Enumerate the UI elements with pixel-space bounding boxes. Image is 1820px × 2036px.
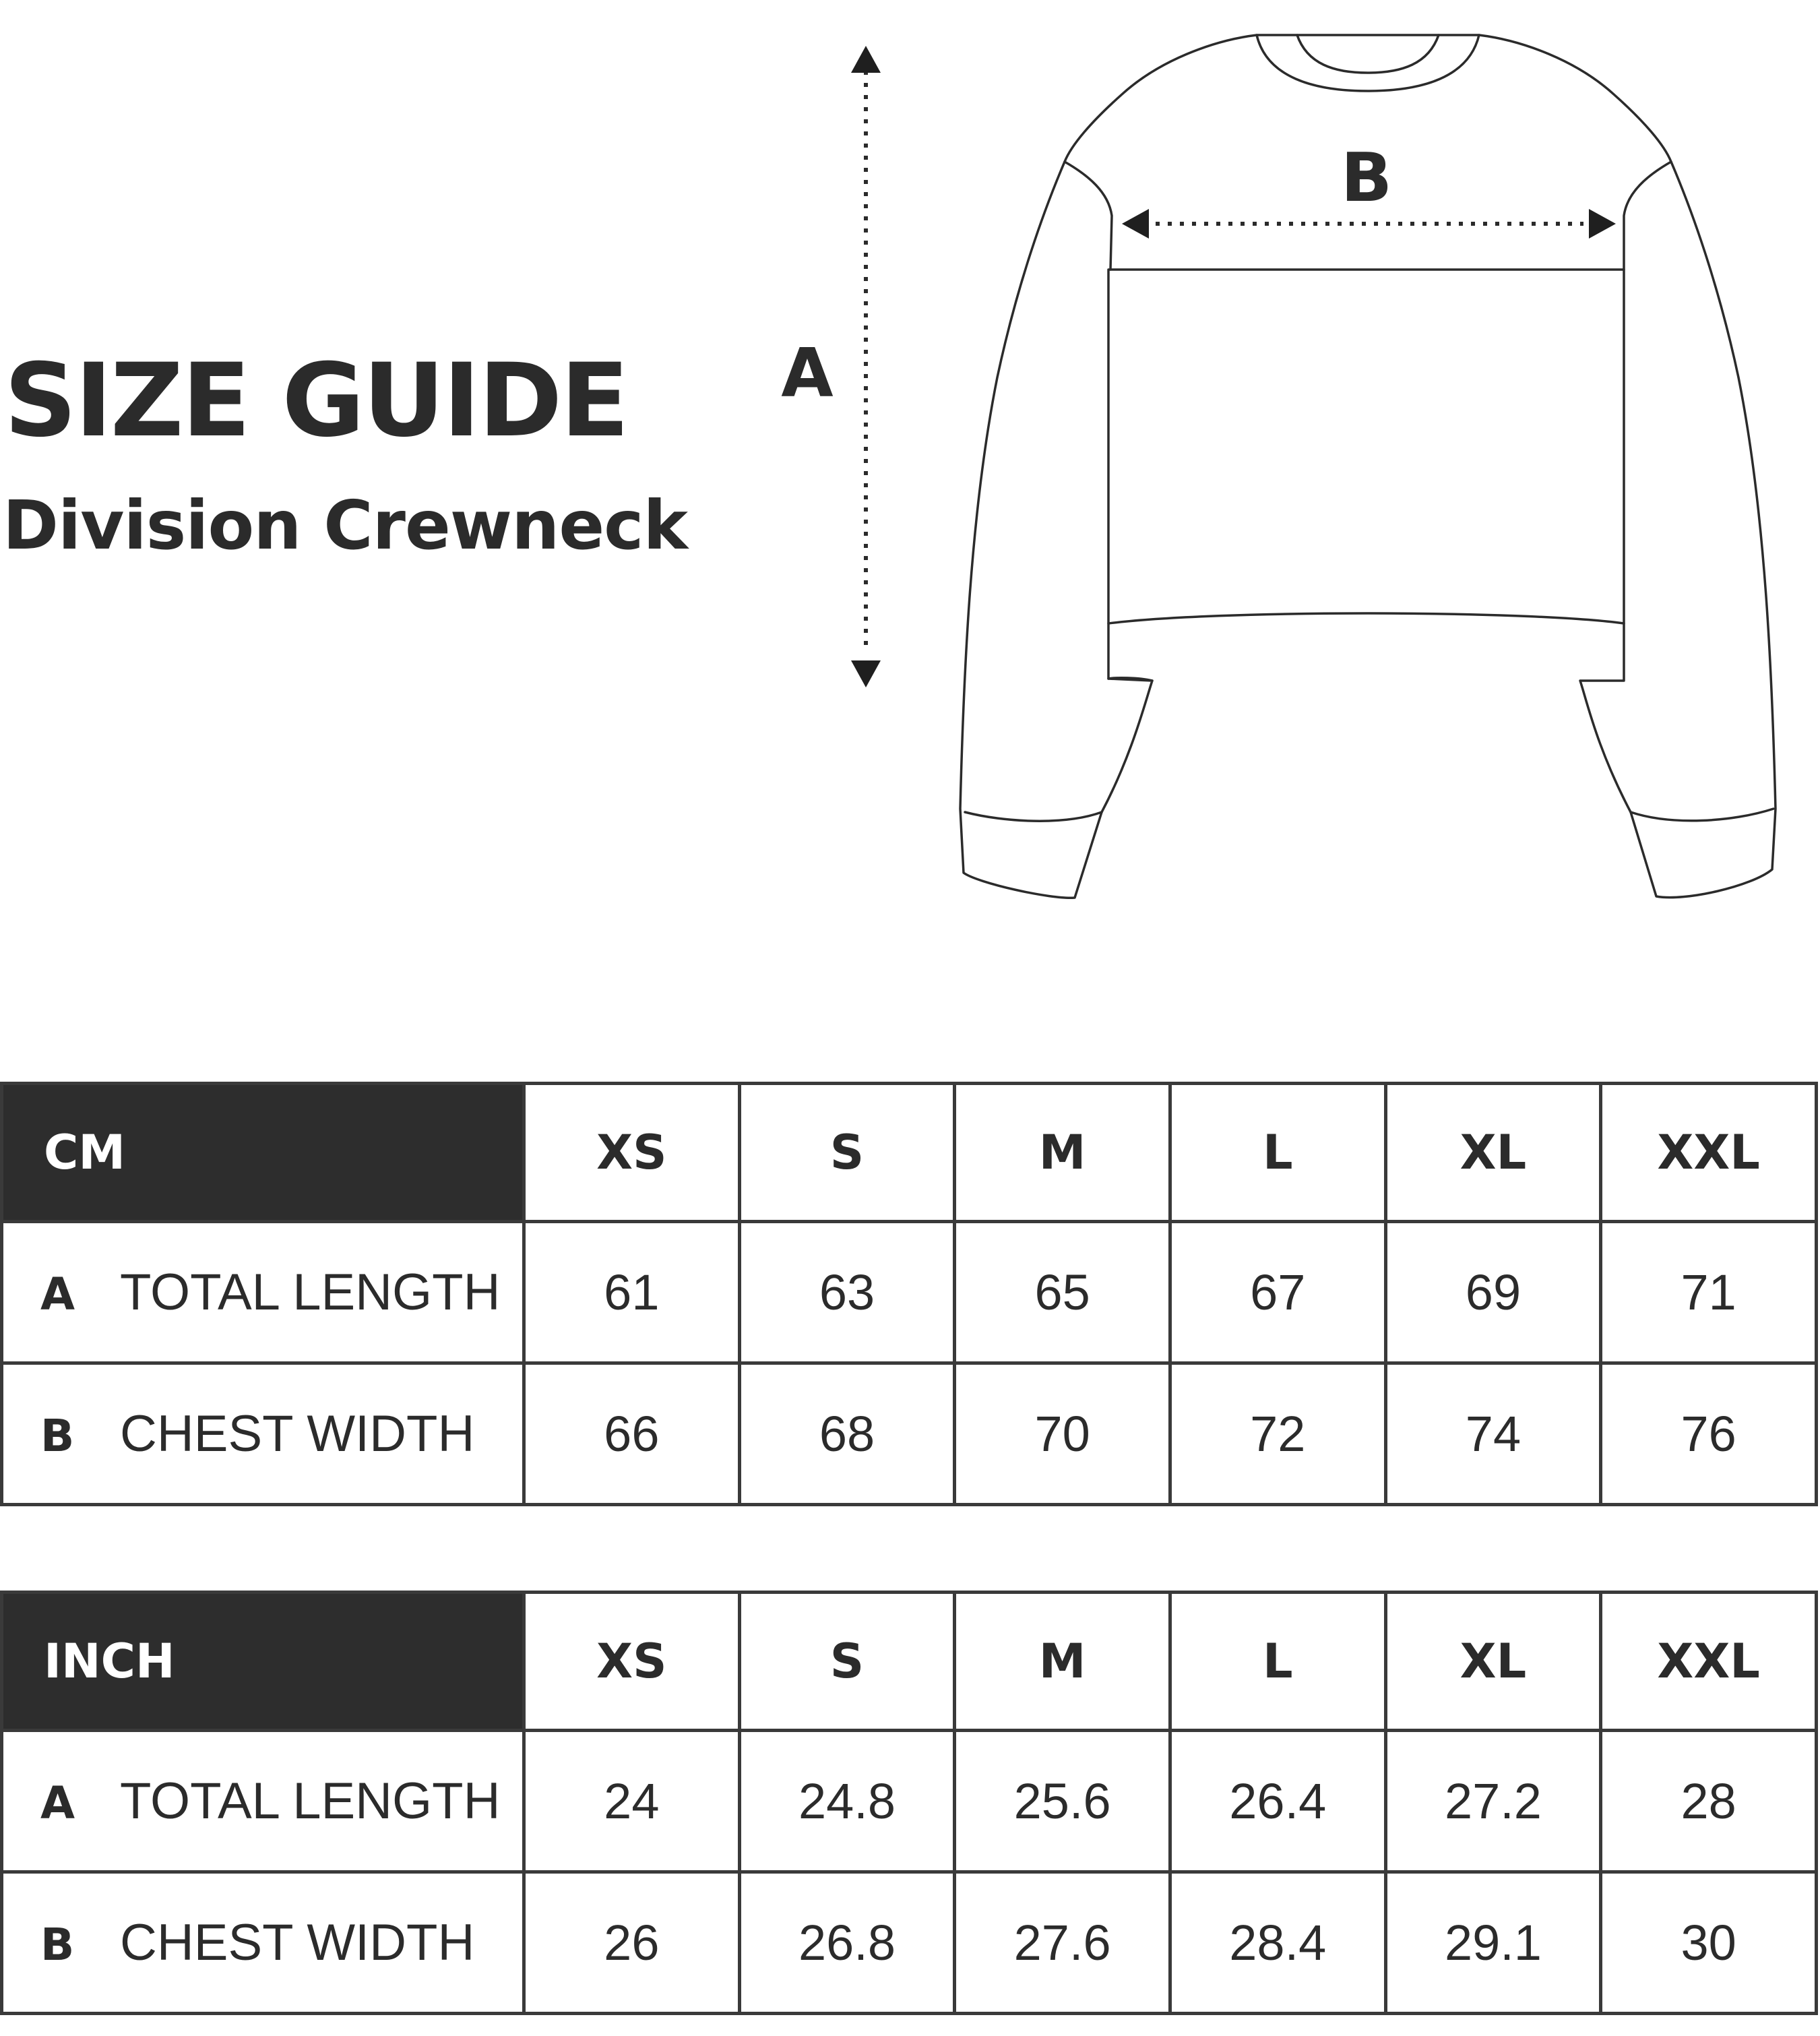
dimension-a-label: A [781, 334, 834, 412]
value-cell: 72 [1170, 1363, 1385, 1505]
left-shoulder-seam [1065, 162, 1112, 270]
size-header: XL [1385, 1084, 1601, 1222]
table-header-row [2, 1084, 1817, 1222]
value-cell: 70 [955, 1363, 1170, 1505]
value-cell: 67 [1170, 1222, 1385, 1363]
measure-label-cell [2, 1363, 524, 1505]
measure-label-cell [2, 1872, 524, 2014]
table-row [2, 1731, 1817, 1872]
table-row [2, 1222, 1817, 1363]
collar-line [1257, 35, 1479, 91]
value-cell: 25.6 [955, 1731, 1170, 1872]
product-name: Division Crewneck [3, 486, 687, 565]
value-cell: 65 [955, 1222, 1170, 1363]
value-cell: 26 [524, 1872, 740, 2014]
size-header: XS [524, 1084, 740, 1222]
measure-letter: A [40, 1777, 75, 1829]
table-header-row [2, 1593, 1817, 1731]
collar-inner-line [1297, 35, 1439, 73]
unit-label: CM [2, 1084, 524, 1222]
size-header: S [739, 1084, 955, 1222]
value-cell: 66 [524, 1363, 740, 1505]
size-header: M [955, 1593, 1170, 1731]
value-cell: 26.4 [1170, 1731, 1385, 1872]
value-cell: 28 [1601, 1731, 1817, 1872]
size-header: L [1170, 1593, 1385, 1731]
cm-size-table [0, 1082, 1818, 1506]
value-cell: 69 [1385, 1222, 1601, 1363]
value-cell: 27.6 [955, 1872, 1170, 2014]
right-cuff-line [1631, 809, 1774, 821]
value-cell: 24 [524, 1731, 740, 1872]
page-title: SIZE GUIDE [4, 342, 628, 460]
measure-label-cell [2, 1222, 524, 1363]
measure-letter: A [40, 1268, 75, 1320]
value-cell: 28.4 [1170, 1872, 1385, 2014]
value-cell: 63 [739, 1222, 955, 1363]
value-cell: 30 [1601, 1872, 1817, 2014]
value-cell: 74 [1385, 1363, 1601, 1505]
value-cell: 68 [739, 1363, 955, 1505]
right-shoulder-seam [1624, 162, 1671, 270]
dimension-a-arrow [851, 46, 881, 687]
value-cell: 26.8 [739, 1872, 955, 2014]
size-header: XS [524, 1593, 740, 1731]
measure-label: TOTAL LENGTH [120, 1264, 501, 1321]
value-cell: 24.8 [739, 1731, 955, 1872]
hem-band-line [1108, 613, 1624, 623]
size-header: L [1170, 1084, 1385, 1222]
measure-letter: B [40, 1410, 75, 1462]
dimension-b-label: B [1340, 138, 1393, 217]
measure-label: CHEST WIDTH [120, 1405, 475, 1462]
table-row [2, 1872, 1817, 2014]
measure-label: CHEST WIDTH [120, 1914, 475, 1971]
value-cell: 71 [1601, 1222, 1817, 1363]
size-header: XXL [1601, 1084, 1817, 1222]
size-header: S [739, 1593, 955, 1731]
size-header: XL [1385, 1593, 1601, 1731]
unit-label: INCH [2, 1593, 524, 1731]
table-row [2, 1363, 1817, 1505]
size-header: M [955, 1084, 1170, 1222]
value-cell: 29.1 [1385, 1872, 1601, 2014]
left-cuff-line [965, 812, 1102, 821]
value-cell: 27.2 [1385, 1731, 1601, 1872]
value-cell: 76 [1601, 1363, 1817, 1505]
measure-label: TOTAL LENGTH [120, 1772, 501, 1830]
measure-label-cell [2, 1731, 524, 1872]
size-header: XXL [1601, 1593, 1817, 1731]
value-cell: 61 [524, 1222, 740, 1363]
crewneck-diagram [0, 0, 1820, 944]
measure-letter: B [40, 1919, 75, 1971]
inch-size-table [0, 1591, 1818, 2015]
